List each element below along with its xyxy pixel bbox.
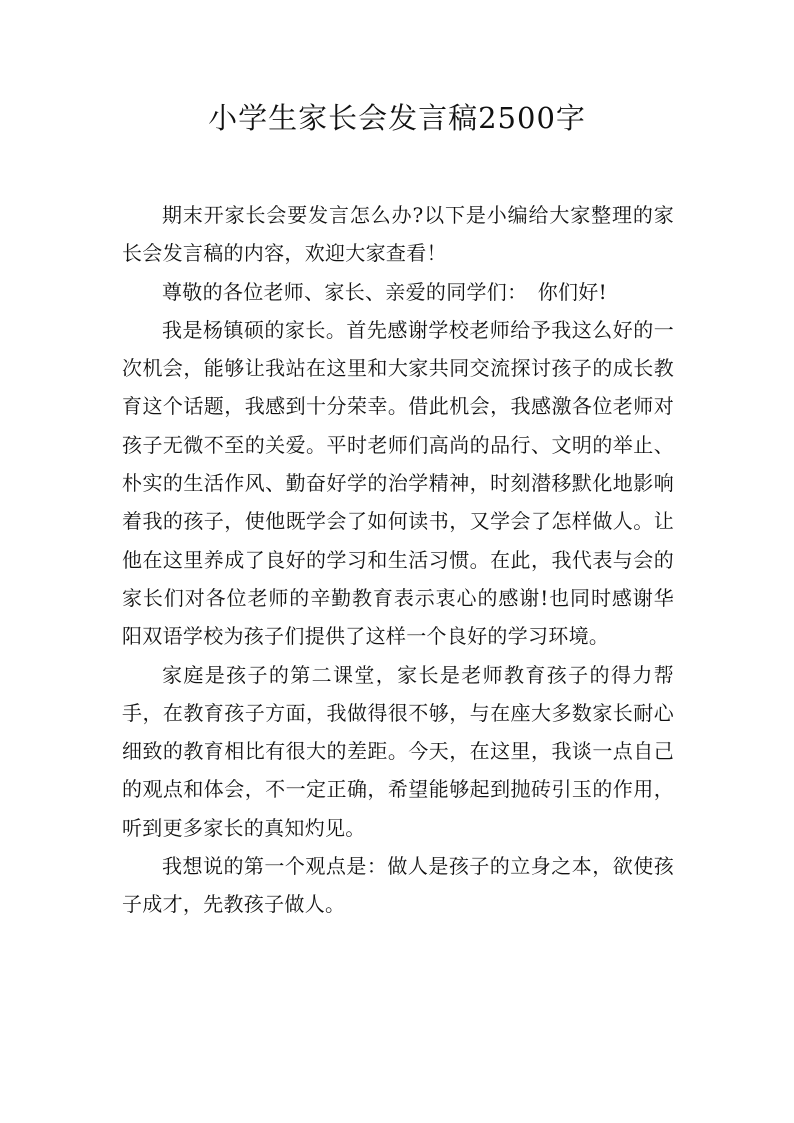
paragraph-first-view: 我想说的第一个观点是：做人是孩子的立身之本，欲使孩子成才，先教孩子做人。 — [122, 854, 674, 917]
paragraph-thanks: 我是杨镇硕的家长。首先感谢学校老师给予我这么好的一次机会，能够让我站在这里和大家共同交流探讨孩子的成长教育这个话题，我感到十分荣幸。借此机会，我感激各位老师对孩子无微不至的关爱。平时老师们高尚的品行、文明的举止、朴实的生活作风、勤奋好学的治学精神，时刻潜移默化地影响着我的孩子，使他既学会了如何读书，又学会了怎样做人。让他在这里养成了良好的学习和生活习惯。在此，我代表与会的家长们对各位老师的辛勤教育表示衷心的感谢!也同时感谢华阳双语学校为孩子们提供了这样一个良好的学习环境。 — [122, 317, 674, 649]
paragraph-family: 家庭是孩子的第二课堂，家长是老师教育孩子的得力帮手，在教育孩子方面，我做得很不够，与在座大多数家长耐心细致的教育相比有很大的差距。今天，在这里，我谈一点自己的观点和体会，不一定正确，希望能够起到抛砖引玉的作用，听到更多家长的真知灼见。 — [122, 662, 674, 840]
document-body — [122, 196, 674, 924]
paragraph-intro: 期末开家长会要发言怎么办?以下是小编给大家整理的家长会发言稿的内容，欢迎大家查看！ — [122, 203, 674, 266]
paragraph-greeting: 尊敬的各位老师、家长、亲爱的同学们： 你们好! — [162, 279, 607, 304]
document-title: 小学生家长会发言稿2500字 — [208, 101, 586, 135]
